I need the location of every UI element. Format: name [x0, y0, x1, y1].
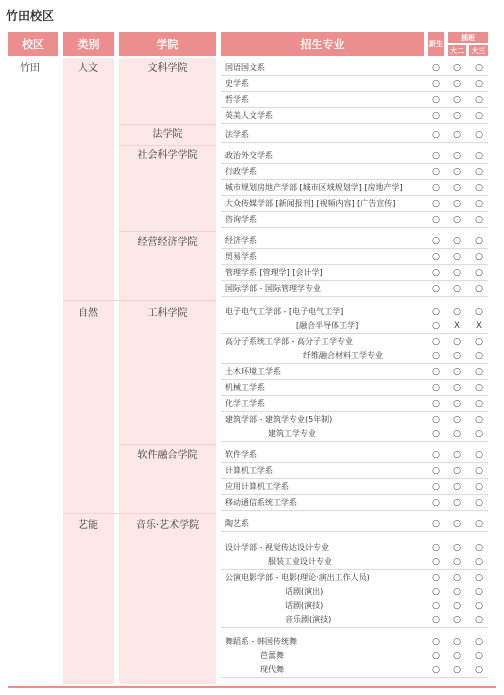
header-year3: 大三	[469, 45, 488, 56]
college-engineering: 工科学院	[147, 308, 188, 319]
row-separator	[221, 627, 488, 628]
year3-mark: ○	[475, 167, 483, 177]
year3-mark: ○	[475, 498, 483, 508]
major-name: 纤维融合材料工学专业	[303, 351, 383, 360]
year3-mark: ○	[475, 268, 483, 278]
header-campus: 校区	[8, 32, 58, 56]
row-separator	[221, 296, 488, 297]
major-name: 英美人文学系	[225, 111, 273, 120]
year2-mark: ○	[453, 482, 461, 492]
year2-mark: ○	[453, 130, 461, 140]
year2-mark: ○	[453, 111, 461, 121]
college-separator	[119, 444, 216, 445]
major-name: 现代舞	[260, 665, 284, 674]
freshman-mark: ○	[432, 383, 440, 393]
major-name: 贸易学系	[225, 252, 257, 261]
row-separator	[221, 531, 488, 532]
category-arts: 艺能	[78, 520, 98, 531]
year2-mark: ○	[453, 95, 461, 105]
year3-mark: ○	[475, 199, 483, 209]
year2-mark: ○	[453, 466, 461, 476]
page-title: 竹田校区	[6, 9, 55, 23]
freshman-mark: ○	[432, 167, 440, 177]
freshman-mark: ○	[432, 519, 440, 529]
major-name: 软件学系	[225, 450, 257, 459]
category-separator	[63, 300, 216, 301]
freshman-mark: ○	[432, 587, 440, 597]
row-separator	[221, 569, 488, 570]
major-name: 应用计算机工学系	[225, 482, 289, 491]
header-freshman: 新生	[428, 32, 444, 56]
year2-mark: ○	[453, 415, 461, 425]
major-name: 城市规划房地产学部 [城市区域规划学] [房地产学]	[225, 183, 403, 192]
major-name: 国际学部 - 国际管理学专业	[225, 284, 321, 293]
year2-mark: ○	[453, 498, 461, 508]
major-name: 电子电气工学部 - [电子电气工学]	[225, 307, 344, 316]
row-separator	[221, 379, 488, 380]
row-separator	[221, 248, 488, 249]
year2-mark: ○	[453, 637, 461, 647]
header-college: 学院	[119, 32, 216, 56]
major-name: 陶艺系	[225, 519, 249, 528]
year2-mark: ○	[453, 573, 461, 583]
year3-mark: ○	[475, 587, 483, 597]
freshman-mark: ○	[432, 637, 440, 647]
year2-mark: ○	[453, 367, 461, 377]
row-separator	[221, 195, 488, 196]
year2-mark: ○	[453, 151, 461, 161]
year2-mark: ○	[453, 252, 461, 262]
freshman-mark: ○	[432, 236, 440, 246]
year3-mark: ○	[475, 252, 483, 262]
major-name: 哲学系	[225, 95, 249, 104]
row-separator	[221, 264, 488, 265]
header-transfer: 插班	[448, 32, 488, 43]
year2-mark: ○	[453, 63, 461, 73]
freshman-mark: ○	[432, 573, 440, 583]
year2-mark: ○	[453, 615, 461, 625]
year3-mark: X	[475, 321, 483, 331]
major-name: 话剧(演出)	[285, 587, 324, 596]
year2-mark: ○	[453, 236, 461, 246]
freshman-mark: ○	[432, 199, 440, 209]
freshman-mark: ○	[432, 130, 440, 140]
year2-mark: ○	[453, 383, 461, 393]
freshman-mark: ○	[432, 268, 440, 278]
row-separator	[221, 142, 488, 143]
row-separator	[221, 395, 488, 396]
freshman-mark: ○	[432, 63, 440, 73]
row-separator	[221, 510, 488, 511]
year3-mark: ○	[475, 351, 483, 361]
major-name: 芭蕾舞	[260, 651, 284, 660]
header-category: 类别	[63, 32, 114, 56]
college-separator	[119, 124, 216, 125]
freshman-mark: ○	[432, 466, 440, 476]
row-separator	[221, 411, 488, 412]
campus-label: 竹田	[20, 63, 40, 74]
freshman-mark: ○	[432, 450, 440, 460]
row-separator	[221, 123, 488, 124]
major-name: 行政学系	[225, 167, 257, 176]
year3-mark: ○	[475, 95, 483, 105]
row-separator	[221, 75, 488, 76]
category-band	[63, 58, 114, 684]
year3-mark: ○	[475, 130, 483, 140]
year2-mark: ○	[453, 519, 461, 529]
year3-mark: ○	[475, 236, 483, 246]
major-name: 移动通信系统工学系	[225, 498, 297, 507]
freshman-mark: ○	[432, 557, 440, 567]
freshman-mark: ○	[432, 215, 440, 225]
major-name: 舞蹈系 - 韩国传统舞	[225, 637, 297, 646]
major-name: 咨询学系	[225, 215, 257, 224]
college-social-science: 社会科学学院	[137, 150, 198, 161]
row-separator	[221, 462, 488, 463]
freshman-mark: ○	[432, 351, 440, 361]
row-separator	[221, 280, 488, 281]
year2-mark: ○	[453, 268, 461, 278]
year3-mark: ○	[475, 79, 483, 89]
major-name: 化学工学系	[225, 399, 265, 408]
year2-mark: ○	[453, 651, 461, 661]
year3-mark: ○	[475, 215, 483, 225]
year2-mark: X	[453, 321, 461, 331]
year3-mark: ○	[475, 429, 483, 439]
year2-mark: ○	[453, 307, 461, 317]
freshman-mark: ○	[432, 601, 440, 611]
row-separator	[221, 227, 488, 228]
year3-mark: ○	[475, 573, 483, 583]
year3-mark: ○	[475, 450, 483, 460]
major-name: [融合半导体工学]	[296, 321, 359, 330]
college-business-economics: 经营经济学院	[137, 237, 198, 248]
year3-mark: ○	[475, 183, 483, 193]
year3-mark: ○	[475, 601, 483, 611]
year3-mark: ○	[475, 557, 483, 567]
freshman-mark: ○	[432, 498, 440, 508]
year2-mark: ○	[453, 79, 461, 89]
category-science: 自然	[78, 308, 98, 319]
freshman-mark: ○	[432, 183, 440, 193]
year3-mark: ○	[475, 665, 483, 675]
freshman-mark: ○	[432, 367, 440, 377]
major-name: 大众传媒学部 [新闻报刊] [视频内容] [广告宣传]	[225, 199, 396, 208]
major-name: 经济学系	[225, 236, 257, 245]
freshman-mark: ○	[432, 429, 440, 439]
year3-mark: ○	[475, 367, 483, 377]
college-software: 软件融合学院	[137, 450, 198, 461]
freshman-mark: ○	[432, 252, 440, 262]
freshman-mark: ○	[432, 337, 440, 347]
year3-mark: ○	[475, 519, 483, 529]
year3-mark: ○	[475, 151, 483, 161]
year3-mark: ○	[475, 111, 483, 121]
major-name: 服装工业设计专业	[268, 557, 332, 566]
row-separator	[221, 107, 488, 108]
year3-mark: ○	[475, 63, 483, 73]
header-year2: 大二	[450, 46, 464, 55]
major-name: 高分子系统工学部 - 高分子工学专业	[225, 337, 353, 346]
year3-mark: ○	[475, 415, 483, 425]
college-law: 法学院	[152, 129, 183, 140]
major-name: 国语国文系	[225, 63, 265, 72]
major-name: 建筑工学专业	[268, 429, 316, 438]
year2-mark: ○	[453, 587, 461, 597]
college-separator	[119, 231, 216, 232]
category-separator	[63, 513, 216, 514]
row-separator	[221, 441, 488, 442]
year2-mark: ○	[453, 167, 461, 177]
freshman-mark: ○	[432, 151, 440, 161]
major-name: 设计学部 - 视觉传达设计专业	[225, 543, 329, 552]
major-name: 法学系	[225, 130, 249, 139]
year3-mark: ○	[475, 307, 483, 317]
year2-mark: ○	[453, 284, 461, 294]
row-separator	[221, 478, 488, 479]
major-name: 公演电影学部 - 电影(理论·演出工作人员)	[225, 573, 370, 582]
year2-mark: ○	[453, 557, 461, 567]
major-name: 音乐剧(演技)	[285, 615, 332, 624]
year2-mark: ○	[453, 450, 461, 460]
row-separator	[221, 211, 488, 212]
freshman-mark: ○	[432, 615, 440, 625]
year3-mark: ○	[475, 615, 483, 625]
year2-mark: ○	[453, 543, 461, 553]
freshman-mark: ○	[432, 651, 440, 661]
freshman-mark: ○	[432, 307, 440, 317]
freshman-mark: ○	[432, 111, 440, 121]
major-name: 话剧(演技)	[285, 601, 324, 610]
freshman-mark: ○	[432, 399, 440, 409]
major-name: 机械工学系	[225, 383, 265, 392]
year3-mark: ○	[475, 482, 483, 492]
freshman-mark: ○	[432, 482, 440, 492]
year2-mark: ○	[453, 429, 461, 439]
category-humanities: 人文	[78, 63, 98, 74]
major-name: 建筑学部 - 建筑学专业(5年制)	[225, 415, 333, 424]
row-separator	[221, 333, 488, 334]
row-separator	[221, 163, 488, 164]
year3-mark: ○	[475, 466, 483, 476]
freshman-mark: ○	[432, 284, 440, 294]
year2-mark: ○	[453, 337, 461, 347]
college-liberal-arts: 文科学院	[147, 63, 188, 74]
year2-mark: ○	[453, 399, 461, 409]
row-separator	[221, 91, 488, 92]
row-separator	[221, 179, 488, 180]
major-name: 计算机工学系	[225, 466, 273, 475]
year3-mark: ○	[475, 651, 483, 661]
year3-mark: ○	[475, 337, 483, 347]
year2-mark: ○	[453, 351, 461, 361]
row-separator	[221, 363, 488, 364]
year3-mark: ○	[475, 399, 483, 409]
year3-mark: ○	[475, 383, 483, 393]
major-name: 土木环境工学系	[225, 367, 281, 376]
freshman-mark: ○	[432, 79, 440, 89]
college-music-arts: 音乐·艺术学院	[135, 520, 200, 531]
major-name: 史学系	[225, 79, 249, 88]
year2-mark: ○	[453, 199, 461, 209]
row-separator	[221, 677, 488, 678]
major-name: 政治外交学系	[225, 151, 273, 160]
year3-mark: ○	[475, 543, 483, 553]
college-separator	[119, 145, 216, 146]
freshman-mark: ○	[432, 543, 440, 553]
year3-mark: ○	[475, 284, 483, 294]
freshman-mark: ○	[432, 415, 440, 425]
year3-mark: ○	[475, 637, 483, 647]
freshman-mark: ○	[432, 321, 440, 331]
bottom-border	[8, 686, 496, 688]
row-separator	[221, 494, 488, 495]
major-name: 管理学系 [管理学] [会计学]	[225, 268, 323, 277]
year2-mark: ○	[453, 215, 461, 225]
year2-mark: ○	[453, 665, 461, 675]
freshman-mark: ○	[432, 95, 440, 105]
year2-mark: ○	[453, 183, 461, 193]
year2-mark: ○	[453, 601, 461, 611]
header-major: 招生专业	[221, 32, 424, 56]
freshman-mark: ○	[432, 665, 440, 675]
